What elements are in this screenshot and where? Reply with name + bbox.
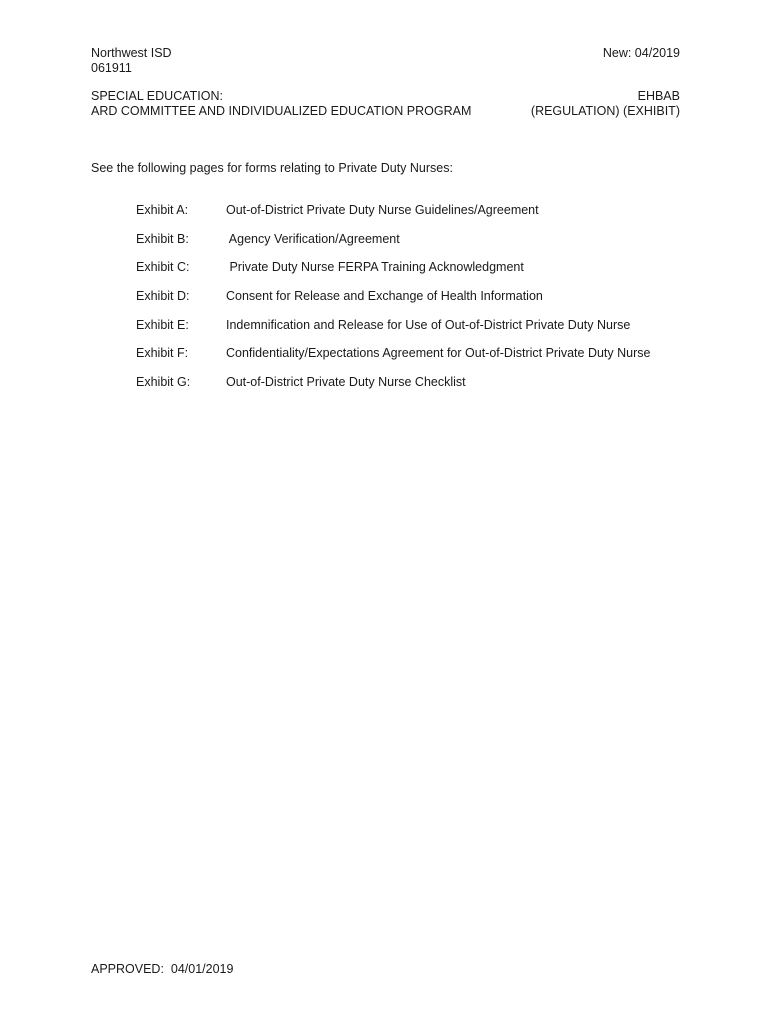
section-subtitle: ARD COMMITTEE AND INDIVIDUALIZED EDUCATION PROGRAM [91, 104, 472, 118]
exhibit-title: Indemnification and Release for Use of Out-of-District Private Duty Nurse [226, 317, 631, 332]
exhibit-row [136, 318, 650, 347]
header-status-block [603, 46, 680, 61]
district-code: 061911 [91, 61, 132, 75]
exhibit-label: Exhibit E: [136, 317, 189, 332]
exhibit-title: Confidentiality/Expectations Agreement for Out-of-District Private Duty Nurse [226, 346, 651, 361]
exhibit-title: Out-of-District Private Duty Nurse Guidelines/Agreement [226, 203, 539, 217]
exhibit-title: Consent for Release and Exchange of Health Information [226, 289, 543, 304]
policy-type: (REGULATION) (EXHIBIT) [530, 104, 680, 118]
policy-code: EHBAB [637, 89, 680, 103]
exhibit-label: Exhibit F: [136, 346, 189, 361]
exhibit-row [136, 346, 650, 375]
header-section-block [91, 89, 471, 119]
exhibit-row [136, 203, 650, 232]
exhibit-row [136, 232, 650, 261]
district-name: Northwest ISD [91, 46, 172, 60]
header-policy-block [531, 89, 680, 119]
exhibit-label: Exhibit B: [136, 231, 189, 246]
exhibit-title: Agency Verification/Agreement [226, 231, 400, 246]
header-district-block [91, 46, 172, 76]
exhibit-label: Exhibit A: [136, 203, 189, 217]
approved-date: APPROVED: 04/01/2019 [91, 962, 234, 976]
intro-text: See the following pages for forms relating to Private Duty Nurses: [91, 161, 453, 175]
exhibit-title: Out-of-District Private Duty Nurse Checklist [226, 375, 466, 390]
section-title: SPECIAL EDUCATION: [91, 89, 223, 103]
exhibit-list [136, 203, 650, 404]
exhibit-title: Private Duty Nurse FERPA Training Acknowledgment [226, 260, 524, 275]
status-date: New: 04/2019 [602, 46, 680, 60]
exhibit-label: Exhibit C: [136, 260, 190, 275]
exhibit-row [136, 289, 650, 318]
exhibit-label: Exhibit G: [136, 375, 191, 390]
exhibit-label: Exhibit D: [136, 289, 190, 304]
exhibit-row [136, 375, 650, 404]
exhibit-row [136, 260, 650, 289]
